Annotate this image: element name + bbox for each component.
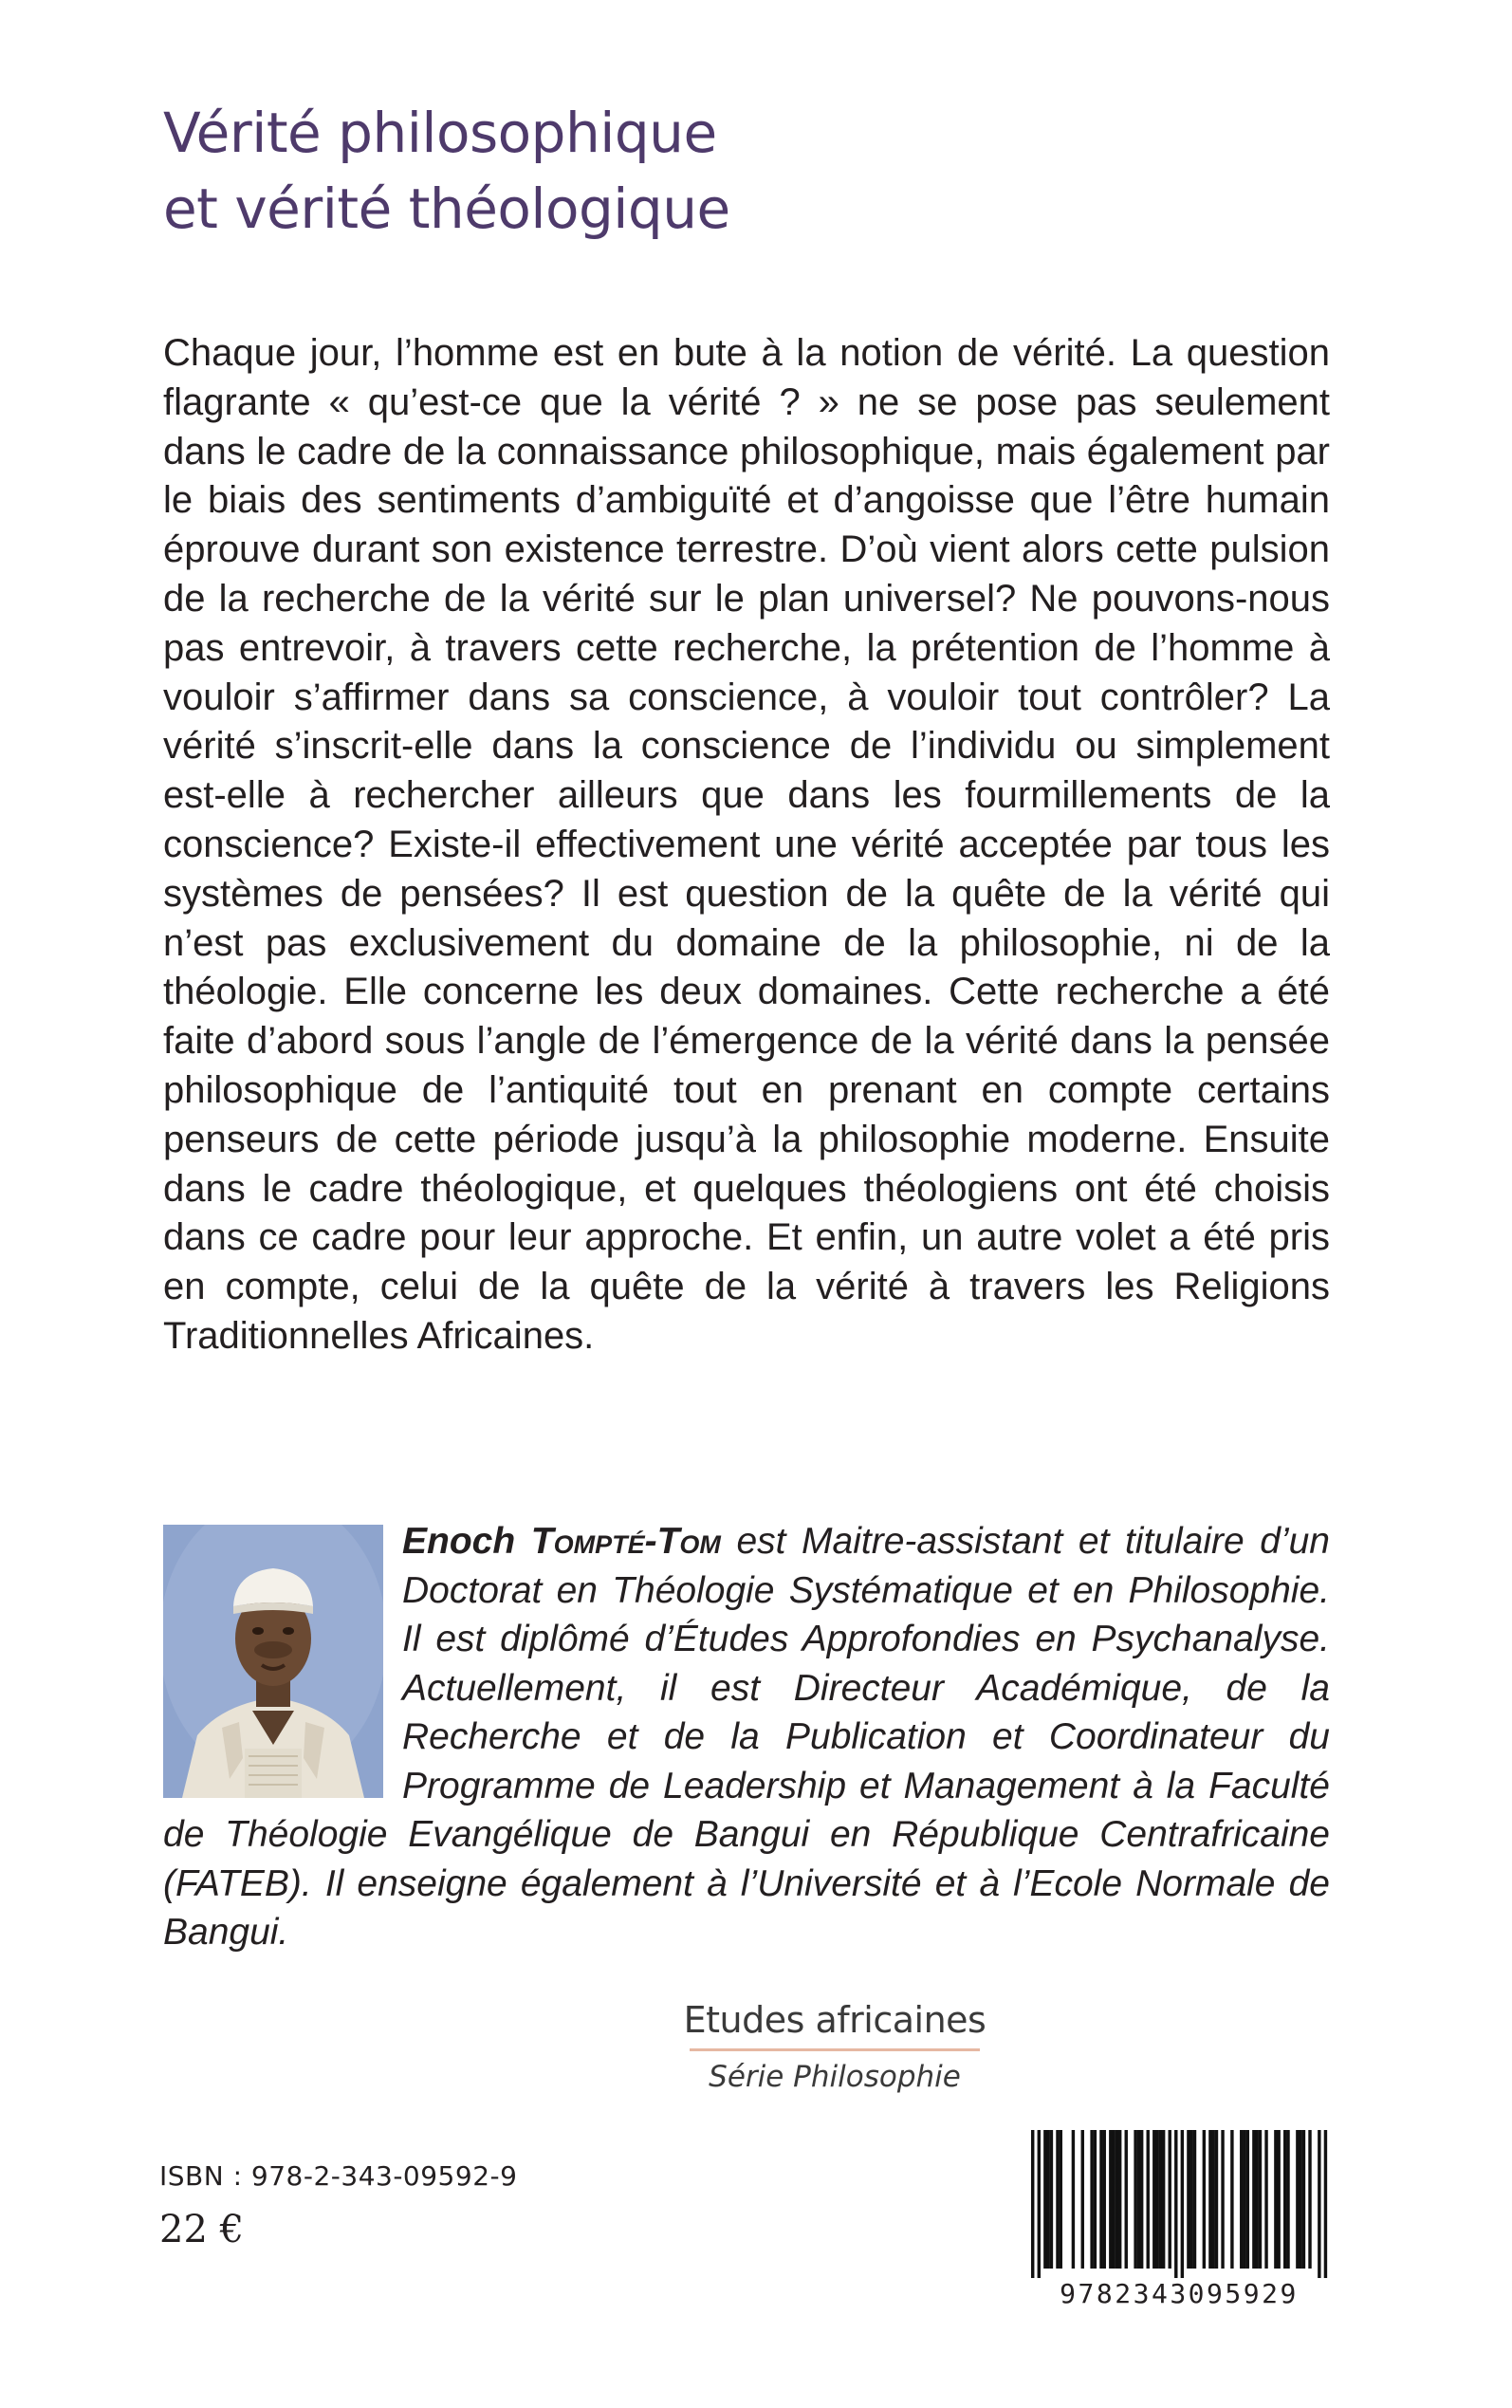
barcode-bar bbox=[1155, 2130, 1158, 2269]
barcode-bar bbox=[1230, 2130, 1233, 2269]
barcode-bar bbox=[1221, 2130, 1224, 2269]
barcode-bar bbox=[1090, 2130, 1093, 2269]
barcode-bar bbox=[1137, 2130, 1140, 2269]
barcode-bar bbox=[1109, 2130, 1112, 2269]
barcode-bar bbox=[1240, 2130, 1243, 2269]
barcode-bars bbox=[1027, 2130, 1331, 2278]
barcode-bar bbox=[1252, 2130, 1255, 2269]
barcode-bar bbox=[1211, 2130, 1214, 2269]
barcode-bar bbox=[1043, 2130, 1046, 2269]
barcode-bar bbox=[1203, 2130, 1206, 2269]
barcode-bar bbox=[1299, 2130, 1301, 2269]
barcode-bar bbox=[1038, 2130, 1041, 2278]
book-summary: Chaque jour, l’homme est en bute à la notion de vérité. La question flagrante « qu’est-ce que la vérité ? » ne se pose pas seulement dans le cadre de la connaissance philosophique, mais également par le biais des sentiments d’ambiguïté et d’angoisse que l’être humain éprouve durant son existence terrestre. D’où vient alors cette pulsion de la recherche de la vérité sur le plan universel? Ne pouvons-nous pas entrevoir, à travers cette recherche, la prétention de l’homme à vouloir s’affirmer dans sa conscience, à vouloir tout contrôler? La vérité s’inscrit-elle dans la conscience de l’individu ou simplement est-elle à rechercher ailleurs que dans les fourmillements de la conscience? Existe-il effectivement une vérité acceptée par tous les systèmes de pensées? Il est question de la quête de la vérité qui n’est pas exclusivement du domaine de la philosophie, ni de la théologie. Elle concerne les deux domaines. Cette recherche a été faite d’abord sous l’angle de l’émergence de la vérité dans la pensée philosophique de l’antiquité tout en prenant en compte certains penseurs de cette période jusqu’à la philosophie moderne. Ensuite dans le cadre théologique, et quelques théologiens ont été choisis dans ce cadre pour leur approche. Et enfin, un autre volet a été pris en compte, celui de la quête de la vérité à travers les Religions Traditionnelles Africaines. bbox=[163, 332, 1330, 1357]
price: 22 € bbox=[159, 2208, 245, 2251]
barcode-bar bbox=[1308, 2130, 1311, 2269]
barcode-bar bbox=[1246, 2130, 1249, 2269]
barcode-bar bbox=[1324, 2130, 1327, 2278]
barcode-bar bbox=[1169, 2130, 1171, 2269]
barcode-bar bbox=[1208, 2130, 1211, 2269]
barcode-bar bbox=[1140, 2130, 1143, 2269]
barcode-bar bbox=[1031, 2130, 1034, 2278]
barcode-bar bbox=[1215, 2130, 1218, 2269]
collection-block bbox=[569, 1995, 1100, 2099]
barcode-bar bbox=[1050, 2130, 1053, 2269]
collection-name: Etudes africaines bbox=[683, 1999, 986, 2041]
barcode-bar bbox=[1277, 2130, 1280, 2269]
barcode-bar bbox=[1112, 2130, 1115, 2269]
barcode-bar bbox=[1259, 2130, 1262, 2269]
barcode-bar bbox=[1046, 2130, 1049, 2269]
barcode-bar bbox=[1302, 2130, 1305, 2269]
author-bio-text: est Maitre-assistant et titulaire d’un Doctorat en Théologie Systématique et en Philosophie. Il est diplômé d’Études Approfondies en Psychanalyse. Actuellement, il est Directeur Académique, de la Recherche et de la Publication et Coordinateur du Programme de Leadership et Management à la Faculté de Théologie Evangélique de Bangui en République Centrafricaine (FATEB). Il enseigne également à l’Université et à l’Ecole Normale de Bangui. bbox=[163, 1521, 1330, 1953]
book-title-line-1: Vérité philosophique bbox=[163, 101, 717, 165]
barcode-bar bbox=[1072, 2130, 1075, 2269]
collection-divider bbox=[690, 2048, 980, 2051]
barcode-bar bbox=[1189, 2130, 1192, 2269]
barcode-bar bbox=[1286, 2130, 1289, 2269]
barcode bbox=[1027, 2130, 1331, 2309]
isbn: ISBN : 978-2-343-09592-9 bbox=[159, 2160, 518, 2192]
author-first-name: Enoch bbox=[402, 1521, 516, 1562]
collection-series: Série Philosophie bbox=[709, 2060, 961, 2094]
barcode-bar bbox=[1318, 2130, 1320, 2278]
barcode-bar bbox=[1193, 2130, 1196, 2269]
barcode-bar bbox=[1274, 2130, 1277, 2269]
barcode-bar bbox=[1296, 2130, 1299, 2269]
barcode-bar bbox=[1181, 2130, 1184, 2278]
barcode-bar bbox=[1060, 2130, 1062, 2269]
barcode-bar bbox=[1147, 2130, 1150, 2269]
book-title bbox=[163, 95, 1349, 247]
barcode-bar bbox=[1094, 2130, 1097, 2269]
barcode-bar bbox=[1081, 2130, 1084, 2269]
barcode-bar bbox=[1152, 2130, 1155, 2269]
barcode-digits: 9782343095929 bbox=[1060, 2278, 1299, 2309]
book-title-line-2: et vérité théologique bbox=[163, 176, 730, 241]
barcode-bar bbox=[1159, 2130, 1162, 2269]
barcode-bar bbox=[1187, 2130, 1189, 2269]
barcode-bar bbox=[1264, 2130, 1267, 2269]
barcode-bar bbox=[1162, 2130, 1165, 2269]
barcode-bar bbox=[1243, 2130, 1245, 2269]
photo-spacer bbox=[163, 1517, 402, 1802]
barcode-bar bbox=[1174, 2130, 1177, 2278]
barcode-bar bbox=[1116, 2130, 1118, 2269]
barcode-bar bbox=[1118, 2130, 1121, 2269]
barcode-bar bbox=[1283, 2130, 1286, 2269]
barcode-bar bbox=[1056, 2130, 1059, 2269]
barcode-bar bbox=[1099, 2130, 1102, 2269]
barcode-bar bbox=[1255, 2130, 1258, 2269]
barcode-bar bbox=[1134, 2130, 1136, 2269]
barcode-bar bbox=[1103, 2130, 1106, 2269]
author-last-name: Tompté-Tom bbox=[530, 1521, 721, 1562]
barcode-bar bbox=[1125, 2130, 1128, 2269]
author-bio bbox=[163, 1517, 1330, 1957]
